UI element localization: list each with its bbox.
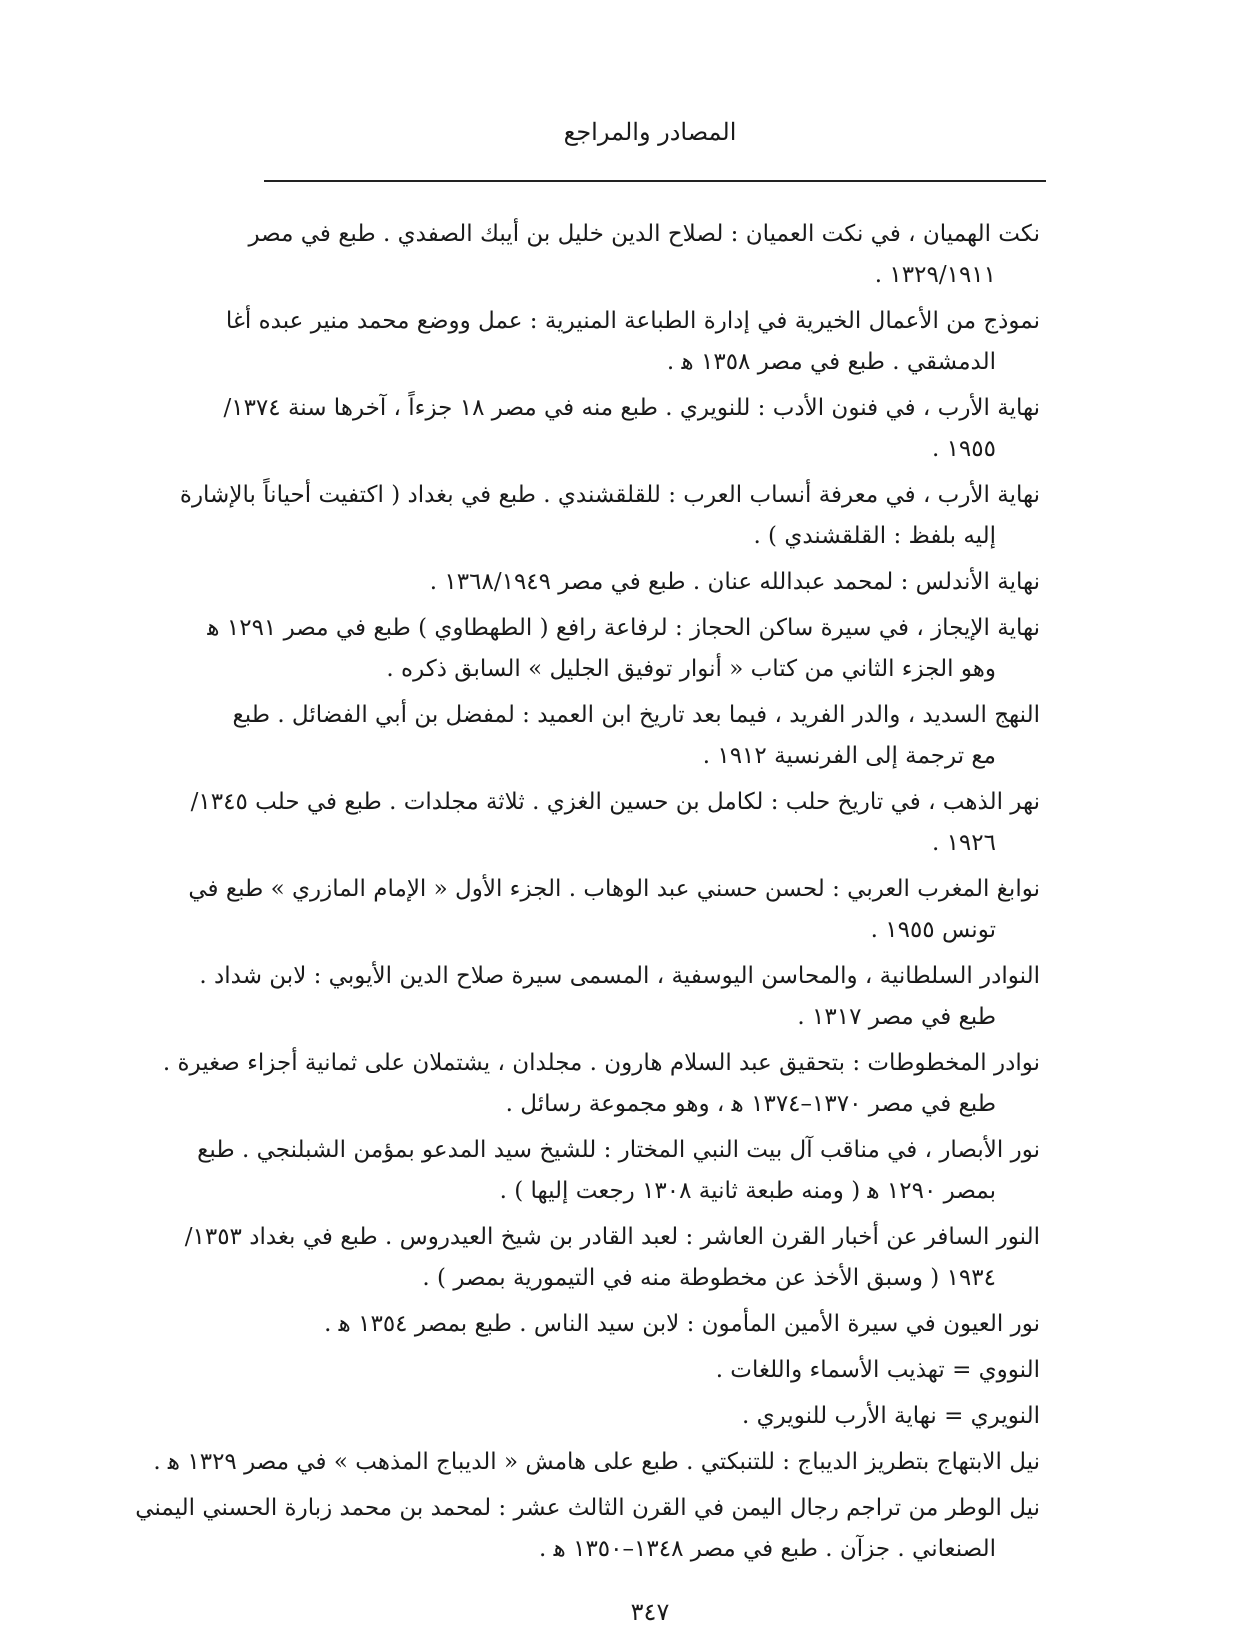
entry-line: نهاية الإيجاز ، في سيرة ساكن الحجاز : لرفاعة رافع ( الطهطاوي ) طبع في مصر ١٢٩١ ﻫ <box>207 615 1040 641</box>
entry-line: نيل الابتهاج بتطريز الديباج : للتنبكتي . طبع على هامش « الديباج المذهب » في مصر ١٣٢٩ ﻫ . <box>153 1449 1040 1475</box>
page-title: المصادر والمراجع <box>563 118 737 146</box>
bibliography-entry <box>250 1350 1040 1391</box>
entry-line: نوادر المخطوطات : بتحقيق عبد السلام هارون . مجلدان ، يشتملان على ثمانية أجزاء صغيرة . <box>162 1050 1040 1076</box>
bibliography-entry <box>135 1488 1040 1570</box>
entry-line: نهر الذهب ، في تاريخ حلب : لكامل بن حسين الغزي . ثلاثة مجلدات . طبع في حلب ١٣٤٥/ <box>190 789 1040 815</box>
entry-continuation-line: إليه بلفظ : القلقشندي ) . <box>753 523 996 549</box>
bibliography-list <box>135 214 1040 1575</box>
bibliography-entry <box>197 1130 1040 1212</box>
bibliography-entry <box>225 301 1040 383</box>
entry-continuation-line: الدمشقي . طبع في مصر ١٣٥٨ ﻫ . <box>666 349 996 375</box>
entry-line: نهاية الأرب ، في معرفة أنساب العرب : للقلقشندي . طبع في بغداد ( اكتفيت أحياناً بالإشارة <box>179 482 1040 508</box>
entry-continuation-line: ١٩٣٤ ( وسبق الأخذ عن مخطوطة منه في التيمورية بمصر ) . <box>422 1265 996 1291</box>
entry-continuation-line: ١٩٢٦ . <box>931 830 996 856</box>
entry-continuation-line: مع ترجمة إلى الفرنسية ١٩١٢ . <box>702 743 996 769</box>
entry-line: نوابغ المغرب العربي : لحسن حسني عبد الوهاب . الجزء الأول « الإمام المازري » طبع في <box>188 876 1040 902</box>
bibliography-entry <box>188 869 1040 951</box>
bibliography-entry <box>162 1043 1040 1125</box>
bibliography-entry <box>250 562 1040 603</box>
entry-continuation-line: ١٣٢٩/١٩١١ . <box>874 262 996 288</box>
bibliography-entry <box>207 608 1040 690</box>
entry-line: نيل الوطر من تراجم رجال اليمن في القرن الثالث عشر : لمحمد بن محمد زبارة الحسني اليمني <box>135 1495 1040 1521</box>
bibliography-entry <box>250 1304 1040 1345</box>
bibliography-entry <box>153 1442 1040 1483</box>
entry-continuation-line: ١٩٥٥ . <box>931 436 996 462</box>
entry-continuation-line: طبع في مصر ١٣١٧ . <box>797 1004 996 1030</box>
entry-line: نهاية الأرب ، في فنون الأدب : للنويري . طبع منه في مصر ١٨ جزءاً ، آخرها سنة ١٣٧٤/ <box>223 395 1040 421</box>
entry-continuation-line: طبع في مصر ١٣٧٠–١٣٧٤ ﻫ ، وهو مجموعة رسائل . <box>505 1091 996 1117</box>
entry-continuation-line: الصنعاني . جزآن . طبع في مصر ١٣٤٨–١٣٥٠ ﻫ . <box>539 1536 996 1562</box>
entry-line: النور السافر عن أخبار القرن العاشر : لعبد القادر بن شيخ العيدروس . طبع في بغداد ١٣٥٣/ <box>184 1224 1040 1250</box>
entry-line: النوادر السلطانية ، والمحاسن اليوسفية ، المسمى سيرة صلاح الدين الأيوبي : لابن شداد . <box>199 963 1040 989</box>
page-number: ٣٤٧ <box>630 1598 670 1626</box>
entry-line: نهاية الأندلس : لمحمد عبدالله عنان . طبع في مصر ١٣٦٨/١٩٤٩ . <box>429 569 1040 595</box>
bibliography-entry <box>250 214 1040 296</box>
bibliography-entry <box>223 388 1040 470</box>
entry-continuation-line: بمصر ١٢٩٠ ﻫ ( ومنه طبعة ثانية ١٣٠٨ رجعت إليها ) . <box>499 1178 996 1204</box>
entry-line: نموذج من الأعمال الخيرية في إدارة الطباعة المنيرية : عمل ووضع محمد منير عبده أغا <box>225 308 1040 334</box>
entry-line: نور الأبصار ، في مناقب آل بيت النبي المختار : للشيخ سيد المدعو بمؤمن الشبلنجي . طبع <box>197 1137 1040 1163</box>
entry-line: النووي = تهذيب الأسماء واللغات . <box>715 1357 1040 1383</box>
entry-line: النهج السديد ، والدر الفريد ، فيما بعد تاريخ ابن العميد : لمفضل بن أبي الفضائل . طبع <box>232 702 1040 728</box>
header-divider <box>264 180 1046 182</box>
entry-continuation-line: تونس ١٩٥٥ . <box>870 917 996 943</box>
entry-continuation-line: وهو الجزء الثاني من كتاب « أنوار توفيق الجليل » السابق ذكره . <box>386 656 996 682</box>
bibliography-entry <box>199 956 1040 1038</box>
entry-line: نور العيون في سيرة الأمين المأمون : لابن سيد الناس . طبع بمصر ١٣٥٤ ﻫ . <box>324 1311 1040 1337</box>
bibliography-entry <box>232 695 1040 777</box>
bibliography-entry <box>184 1217 1040 1299</box>
entry-line: نكت الهميان ، في نكت العميان : لصلاح الدين خليل بن أيبك الصفدي . طبع في مصر <box>248 221 1040 247</box>
bibliography-entry <box>190 782 1040 864</box>
bibliography-entry <box>250 1396 1040 1437</box>
entry-line: النويري = نهاية الأرب للنويري . <box>741 1403 1040 1429</box>
bibliography-entry <box>179 475 1040 557</box>
